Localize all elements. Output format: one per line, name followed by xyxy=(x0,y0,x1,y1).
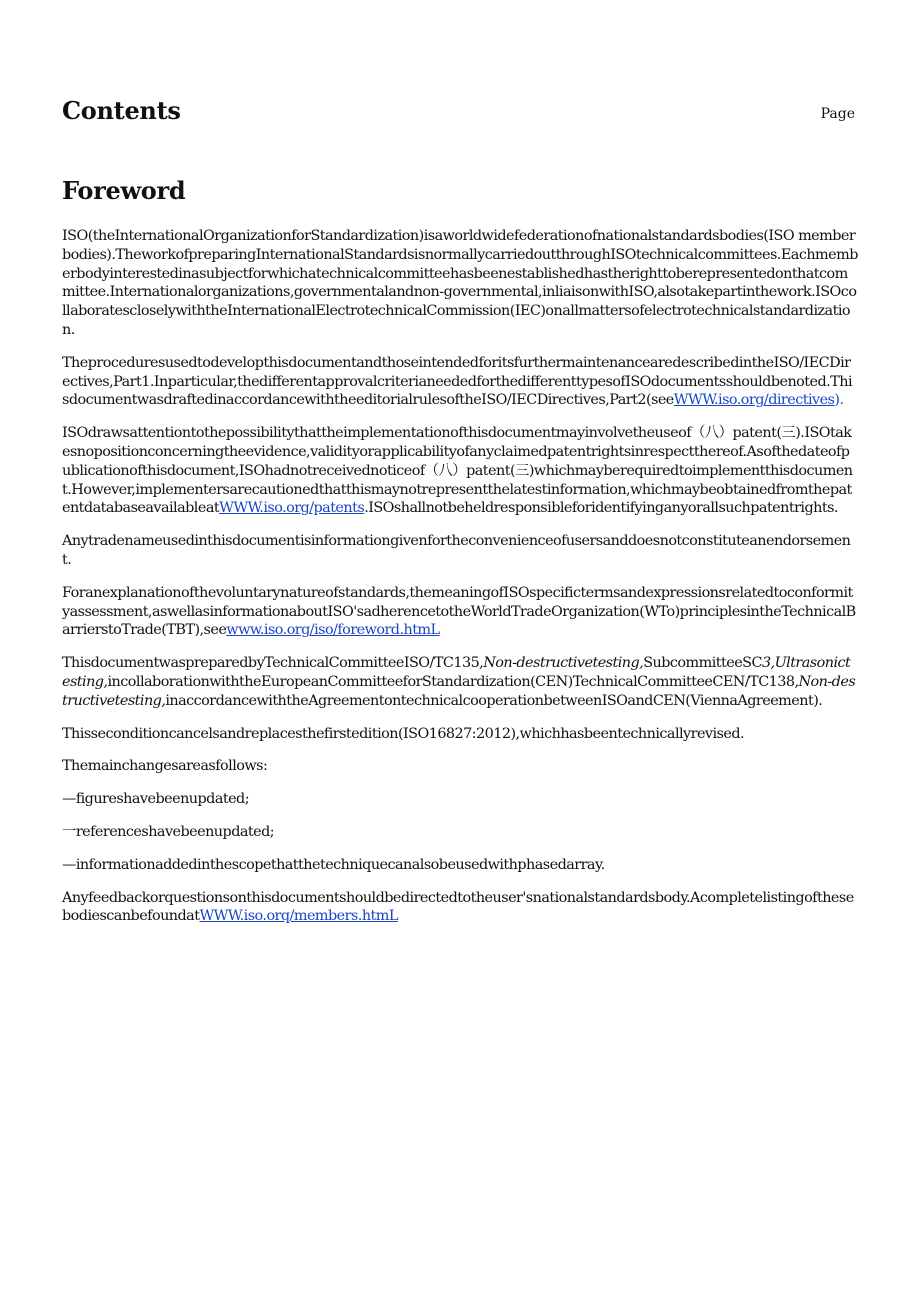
paragraph-text: TheproceduresusedtodevelopthisdocumentandthoseintendedforitsfurthermaintenancearedescribedintheISO/IECDirectives,Part1.Inparticular,thedifferentapprovalcriterianeededforthedifferenttypesofISOdocumentsshouldbenoted.ThisdocumentwasdraftedinaccordancewiththeeditorialrulesoftheISO/IECDirectives,Part2(see xyxy=(62,354,853,409)
text-segment: inaccordancewiththeAgreementontechnicalcooperationbetweenISOandCEN(ViennaAgreement). xyxy=(165,692,823,709)
italic-segment: Non-destructivetesting, xyxy=(483,655,644,672)
contents-header xyxy=(62,96,855,132)
paragraph-tail: ). xyxy=(834,392,844,409)
paragraph-tail: .ISOshallnotbeheldresponsibleforidentifyinganyorallsuchpatentrights. xyxy=(364,500,838,517)
foreword-link[interactable]: www.iso.org/iso/foreword.htmL xyxy=(226,622,440,639)
foreword-body xyxy=(62,227,858,940)
text-segment: incollaborationwiththeEuropeanCommitteeforStandardization(CEN)TechnicalCommitteeCEN/TC138, xyxy=(107,673,799,690)
foreword-title: Foreword xyxy=(62,176,186,205)
italic-segment: 3,Ultrasonictesting, xyxy=(62,655,851,690)
change-item: 一referenceshavebeenupdated; xyxy=(62,823,275,840)
paragraph-trade-names: Anytradenameusedinthisdocumentisinformationgivenfortheconvenienceofusersanddoesnotconstituteanendorsement. xyxy=(62,533,851,568)
paragraph-procedures xyxy=(62,354,858,410)
paragraph-text: Anyfeedbackorquestionsonthisdocumentshouldbedirectedtotheuser'snationalstandardsbody.Acompletelistingofthesebodiescanbefoundat xyxy=(62,889,854,925)
change-item: —informationaddedinthescopethatthetechniquecanalsobeusedwithphasedarray. xyxy=(62,856,605,873)
paragraph-iso-intro: ISO(theInternationalOrganizationforStandardization)isaworldwidefederationofnationalstandardsbodies(ISO memberbodies).TheworkofpreparingInternationalStandardsisnormallycarriedoutthroughISOtechnicalcommittees.Eachmemberbodyinterestedinasubjectforwhichatechnicalcommitteehasbeenestablishedhastherighttoberepresentedonthatcommittee.Internationalorganizations,governmentalandnon-governmental,inliaisonwithISO,alsotakepartinthework.ISOcollaboratescloselywiththeInternationalElectrotechnicalCommission(IEC)onallmattersofelectrotechnicalstandardization. xyxy=(62,228,858,338)
patents-link[interactable]: WWW.iso.org/patents xyxy=(219,500,365,517)
paragraph-patents xyxy=(62,424,858,518)
paragraph-main-changes: Themainchangesareasfollows: xyxy=(62,758,268,775)
paragraph-feedback xyxy=(62,889,858,927)
members-link[interactable]: WWW.iso.orq/members.htmL xyxy=(199,908,398,925)
paragraph-text: Foranexplanationofthevoluntarynatureofstandards,themeaningofISOspecifictermsandexpressionsrelatedtoconformityassessment,aswellasinformationaboutISO'sadherencetotheWorldTradeOrganization(WTo)principlesintheTechnicalBarrierstoTrade(TBT),see xyxy=(62,584,856,639)
paragraph-prepared-by xyxy=(62,654,858,710)
text-segment: ThisdocumentwaspreparedbyTechnicalCommitteeISO/TC135, xyxy=(62,655,484,672)
contents-title: Contents xyxy=(62,96,181,125)
text-segment: SubcommitteeSC xyxy=(643,655,762,672)
page-column-label: Page xyxy=(820,106,855,122)
directives-link[interactable]: WWW.iso.org/directives xyxy=(673,392,835,409)
italic-segment: Non-destructivetesting, xyxy=(62,673,856,709)
paragraph-edition: Thisseconditioncancelsandreplacesthefirstedition(ISO16827:2012),whichhasbeentechnicallyrevised. xyxy=(62,725,745,742)
paragraph-voluntary-nature xyxy=(62,584,858,640)
change-item: —figureshavebeenupdated; xyxy=(62,791,250,808)
paragraph-text: ISOdrawsattentiontothepossibilitythattheimplementationofthisdocumentmayinvolvetheuseof（八）patent(三).ISOtakesnopositionconcerningtheevidence,validityorapplicabilityofanyclaimedpatentrightsinrespectthereof.Asofthedateofpublicationofthisdocument,ISOhadnotreceivednoticeof（八）patent(三)whichmayberequiredtoimplementthisdocument.However,implementersarecautionedthatthismaynotrepresentthelatestinformation,whichmaybeobtainedfromthepatentdatabaseavailableat xyxy=(62,425,853,517)
